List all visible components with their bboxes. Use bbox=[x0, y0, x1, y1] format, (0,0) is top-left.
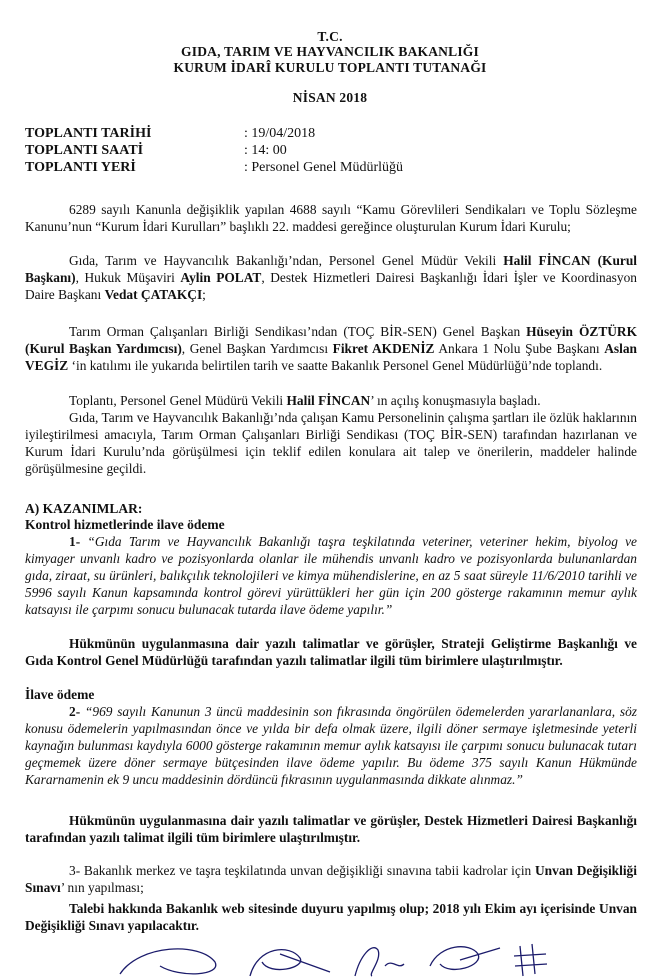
meeting-date-label: TOPLANTI TARİHİ bbox=[25, 126, 152, 141]
intro-paragraph-5: Gıda, Tarım ve Hayvancılık Bakanlığı’nda çalışan Kamu Personelinin çalışma şartları ile özlük haklarının iyileştirilmesi amacıyla, Tarım Orman Çalışanları Birliği Sendikası (TOÇ BİR-SEN) tarafından hazırlanan ve Kurum İdari Kurulu’nda görüşülmesi için teklif edilen konulara ait talep ve önerilerin, maddeler halinde görüşülmesine geçildi. bbox=[25, 410, 637, 476]
item-2-quote: 2- “969 sayılı Kanunun 3 üncü maddesinin son fıkrasında öngörülen ödemelerden yararlananlara, söz konusu ödemelerin yapılmasından önce ve yılda bir defa olmak üzere, ilgili döner sermaye işletmesinde yeterli kaynağın bulunması kaydıyla 6000 gösterge rakamının memur aylık katsayısı ile çarpımı sonucu bulunacak tutarı geçmemek üzere döner sermaye bütçesinden ilave ödeme yapılır. Bu ödeme 375 sayılı Kanun Hükmünde Kararnamenin ek 9 uncu maddesinin dördüncü fıkrasının uygulanmasında dikkate alınmaz.” bbox=[25, 704, 637, 787]
meeting-place-label: TOPLANTI YERİ bbox=[25, 160, 136, 175]
meeting-time-label: TOPLANTI SAATİ bbox=[25, 143, 144, 158]
intro-paragraph-2: Gıda, Tarım ve Hayvancılık Bakanlığı’ndan, Personel Genel Müdür Vekili Halil FİNCAN (Kurul Başkanı), Hukuk Müşaviri Aylin POLAT, Destek Hizmetleri Dairesi Başkanlığı İdari İşler ve Koordinasyon Daire Başkanı Vedat ÇATAKÇI; bbox=[25, 253, 638, 302]
intro-paragraph-4: Toplantı, Personel Genel Müdürü Vekili Halil FİNCAN’ ın açılış konuşmasıyla başladı. bbox=[69, 393, 541, 408]
item-1-quote: 1- “Gıda Tarım ve Hayvancılık Bakanlığı taşra teşkilatında veteriner, veteriner hekim, biyolog ve kimyager unvanlı kadro ve pozisyonlarda olanlar ile mühendis unvanlı kadro ve pozisyonlarda bulunanlardan gıda, ziraat, su ürünleri, balıkçılık teknolojileri ve kimya mühendislerine, en az 5 saat süreyle 11/6/2010 tarihli ve 5996 sayılı Kanun kapsamında kontrol görevi yürüttükleri her gün için 200 gösterge rakamının memur aylık katsayısı ile çarpımı sonucu bulunacak tutarda ilave ödeme yapılır.” bbox=[25, 534, 637, 617]
signature-2 bbox=[250, 950, 330, 976]
subheading-additional-payment: İlave ödeme bbox=[25, 687, 95, 702]
signature-4 bbox=[430, 947, 500, 970]
signatures bbox=[0, 936, 660, 979]
meeting-date-value: : 19/04/2018 bbox=[244, 126, 316, 141]
item-3-result: Talebi hakkında Bakanlık web sitesinde duyuru yapılmış olup; 2018 yılı Ekim ayı içerisinde Unvan Değişikliği Sınavı yapılacaktır. bbox=[25, 901, 637, 933]
header-doc-title: KURUM İDARÎ KURULU TOPLANTI TUTANAĞI bbox=[173, 60, 487, 75]
section-a-title: A) KAZANIMLAR: bbox=[25, 501, 143, 516]
header-period: NİSAN 2018 bbox=[292, 90, 368, 105]
item-3-text: 3- Bakanlık merkez ve taşra teşkilatında unvan değişikliği sınavına tabii kadrolar için Unvan Değişikliği Sınavı’ nın yapılması; bbox=[25, 863, 637, 895]
header-ministry: GIDA, TARIM VE HAYVANCILIK BAKANLIĞI bbox=[181, 44, 479, 59]
intro-paragraph-1: 6289 sayılı Kanunla değişiklik yapılan 4688 sayılı “Kamu Görevlileri Sendikaları ve Toplu Sözleşme Kanunu’nun “Kurum İdari Kurulları” başlıklı 22. maddesi gereğince oluşturulan Kurum İdari Kurulu; bbox=[25, 202, 637, 234]
header-tc: T.C. bbox=[317, 29, 343, 44]
item-2-result: Hükmünün uygulanmasına dair yazılı talimatlar ve görüşler, Destek Hizmetleri Dairesi Başkanlığı tarafından yazılı talimat ilgili tüm birimlere ulaştırılmıştır. bbox=[25, 813, 637, 845]
intro-paragraph-3: Tarım Orman Çalışanları Birliği Sendikası’ndan (TOÇ BİR-SEN) Genel Başkan Hüseyin ÖZTÜRK (Kurul Başkan Yardımcısı), Genel Başkan Yardımcısı Fikret AKDENİZ Ankara 1 Nolu Şube Başkanı Aslan VEGİZ ‘in katılımı ile yukarıda belirtilen tarih ve saatte Bakanlık Personel Genel Müdürlüğü’nde toplandı. bbox=[25, 324, 638, 373]
item-1-result: Hükmünün uygulanmasına dair yazılı talimatlar ve görüşler, Strateji Geliştirme Başkanlığı ve Gıda Kontrol Genel Müdürlüğü tarafından yazılı talimatlar ilgili tüm birimlere ulaştırılmıştır. bbox=[25, 636, 637, 668]
signature-5 bbox=[514, 944, 547, 976]
signature-3 bbox=[355, 948, 404, 976]
meeting-time-value: : 14: 00 bbox=[244, 143, 287, 158]
signature-1 bbox=[120, 949, 216, 974]
subheading-control-payment: Kontrol hizmetlerinde ilave ödeme bbox=[25, 517, 225, 532]
meeting-place-value: : Personel Genel Müdürlüğü bbox=[244, 160, 404, 175]
